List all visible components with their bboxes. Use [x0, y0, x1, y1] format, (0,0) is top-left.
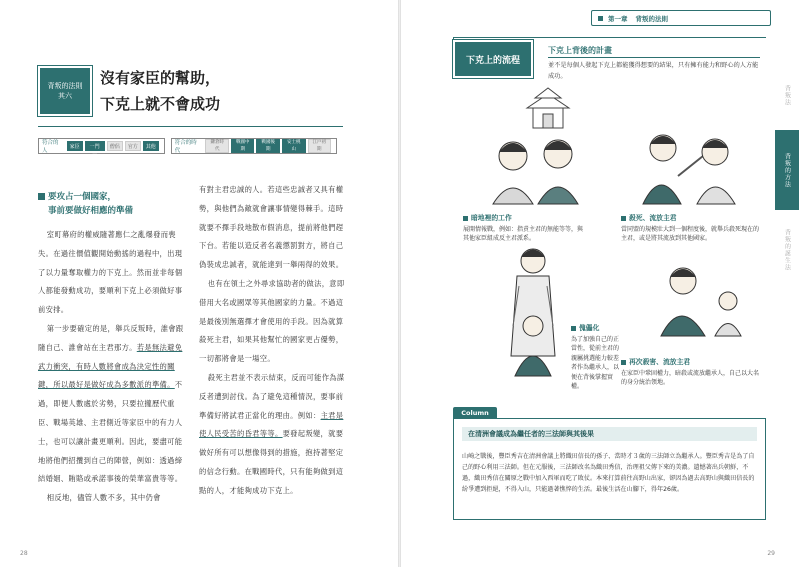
page-number: 29	[767, 550, 775, 557]
side-tab: 背叛法	[783, 84, 791, 106]
heir-figure	[715, 292, 741, 336]
caption-4-body: 在家臣中鞏固權力，暗殺或流放繼承人，自己以大名的身分統治領地。	[621, 369, 760, 386]
castle-icon	[527, 88, 569, 128]
caption-2-body: 當同盟的規模壯大到一個程度後，就舉兵殺死現在的主君，或是將其流放到其他國家。	[621, 225, 760, 242]
paragraph-text: 要發起叛變，就要做好所有可以想像得到的措施，抱持著堅定的信念行動。在戰國時代，只有能夠做到這點的人，才能夠成功下克上。	[199, 429, 344, 495]
people-chip: 其他	[143, 141, 159, 151]
retainer-figure-2	[538, 140, 578, 204]
era-chip: 戰國中期	[231, 139, 255, 153]
paragraph-text: 第一步要確定的是，舉兵反叛時，誰會跟隨自己、誰會站在主君那方。	[38, 323, 184, 352]
paragraph-text: 不過，即便人數處於劣勢，只要拉攏歷代重臣、戰場英雄、主君側近等家臣中的有力人士，也可以讓計畫更順利。因此，要盡可能地將他們招攬到自己的陣營，例如：透過締結婚姻、賄賂或承諾事後的榮華富貴等等。	[38, 380, 183, 484]
page-title-line2: 下克上就不會成功	[100, 95, 221, 113]
title-block	[38, 58, 343, 124]
retainer-figure-1	[493, 142, 533, 204]
caption-3-body: 為了加強自己的正當性，從前主君的親屬挑選能力較差者作為繼承人，以便在背後掌握實權。	[571, 335, 620, 390]
people-group	[38, 138, 165, 160]
column-box	[453, 409, 766, 520]
lord-figure	[697, 139, 735, 204]
right-page	[401, 0, 799, 567]
caption-4-title: 再次殺害、流放主君	[621, 358, 761, 368]
ruler-figure	[661, 268, 705, 336]
rule-tag	[38, 66, 92, 116]
page-number: 28	[20, 550, 28, 557]
caption-2	[621, 214, 761, 244]
era-chip: 安土桃山	[282, 139, 306, 153]
rule-tag-line2: 其六	[58, 92, 72, 100]
lead-line2: 事前要做好相應的準備	[48, 206, 134, 216]
caption-4	[621, 358, 761, 388]
chapter-square-icon	[598, 16, 603, 21]
people-chip: 一門眾	[85, 141, 105, 151]
rule-tag-line1: 背叛的法則	[47, 82, 83, 90]
column-tab: Column	[453, 407, 497, 419]
era-group	[171, 138, 337, 154]
people-chip: 僧侶	[107, 141, 123, 151]
lead-heading	[38, 190, 184, 218]
column-heading: 在清洲會議成為繼任者的三法師與其後果	[462, 427, 757, 441]
paragraph: 相反地，儘管人數不多，其中仍會	[46, 493, 161, 503]
underlined-text: 若是無法避免武力衝突，有時人數將會成為決定性的關鍵，所以最好是做好成為多數派的準備。	[38, 342, 183, 390]
people-label: 符合的人	[42, 140, 59, 154]
people-chip: 官方	[125, 141, 141, 151]
caption-1-title: 暗地裡的工作	[463, 214, 583, 224]
people-chip: 家臣	[67, 141, 83, 151]
flow-tag: 下克上的流程	[453, 40, 533, 78]
paragraph: 室町幕府的權威隨著應仁之亂爆發而喪失。在過往價值觀開始動搖的過程中，出現了以力量奪取權力的下克上。然而並非每個人都能發動成功，要順利下克上必須做好事前安排。	[38, 230, 183, 315]
lead-square-icon	[38, 193, 45, 200]
ahead-divider	[548, 57, 760, 58]
column-body: 山崎之戰後，豐臣秀吉在清洲會議上將織田信長的孫子、當時才３歲的三法師立為繼承人。豐臣秀吉是為了自己的野心利用三法師。但在元服後，三法師改名為織田秀信，治理祖父傳下來的美濃。遺憾著出兵朝鮮，不過，織田秀信在關原之戰中加入西軍而吃了敗仗。本來打算前往高野山出家，卻因為過去高野山與織田信長的紛爭遭到拒絕，不得入山，只能過著憔悴的生活。最後生活在山腳下，得年26歲。	[462, 453, 755, 493]
caption-3-title: 傀儡化	[571, 324, 619, 334]
caption-3	[571, 324, 619, 392]
page-title	[100, 65, 220, 117]
left-page	[0, 0, 398, 567]
paragraph: 也有在領土之外尋求協助者的做法，意即借用大名或國眾等其他國家的力量。不過這是最後別無選擇才會使用的手段。因為就算殺死主君，如果其他幫忙的國家更占優勢，一切都將會是一場空。	[199, 278, 345, 364]
puppet-master-figure	[511, 249, 555, 356]
lead-line1: 要攻占一個國家，	[48, 192, 117, 202]
chapter-title: 背叛的法則	[635, 14, 668, 23]
side-tab: 背叛的誕生法	[783, 229, 791, 271]
paragraph: 有對主君忠誠的人。若這些忠誠者又具有權勢，與他們為敵就會讓事情變得棘手。這時就要不擇手段地散布假消息，提前將他們趕下台。若能以造反者名義懲罰對方，將自己偽裝成忠誠者，就能達到一舉兩得的效果。	[199, 185, 344, 270]
caption-1-body: 展開情報戰，例如：指責主君的無能等等，與其他家臣組成反主君派系。	[463, 225, 584, 242]
era-chip: 江戶初期	[308, 139, 332, 153]
title-divider	[38, 126, 343, 127]
caption-1	[463, 214, 583, 244]
illustration-area	[453, 86, 766, 401]
paragraph	[38, 320, 184, 489]
chapter-header	[591, 10, 771, 26]
chapter-number: 第一章	[608, 14, 628, 23]
ahead-title: 下克上背後的計畫	[548, 46, 612, 55]
caption-2-title: 殺死、流放主君	[621, 214, 761, 224]
attacker-figure	[643, 135, 703, 204]
era-chip: 鎌倉時代	[205, 139, 229, 153]
tag-row	[38, 136, 343, 160]
paragraph	[199, 369, 345, 501]
underlined-text: 主君是使人民受苦的昏君等等。	[199, 410, 344, 439]
ahead-body: 並不是每個人發起下克上都能獲得想要的結果，只有擁有能力和野心的人方能成功。	[548, 62, 759, 80]
paragraph-text: 殺死主君並不表示結束，反而可能作為謀反者遭到討伐。為了避免這種情況，要事前準備好將試君正當化的理由。例如：	[199, 372, 345, 420]
era-chip: 戰國後期	[256, 139, 280, 153]
body-column-1	[38, 226, 184, 508]
body-column-2	[199, 181, 345, 501]
side-tabs	[775, 60, 799, 290]
era-label: 符合的時代	[174, 140, 197, 154]
page-title-line1: 沒有家臣的幫助，	[100, 69, 221, 87]
side-tab-active: 背叛的方法	[775, 130, 799, 210]
